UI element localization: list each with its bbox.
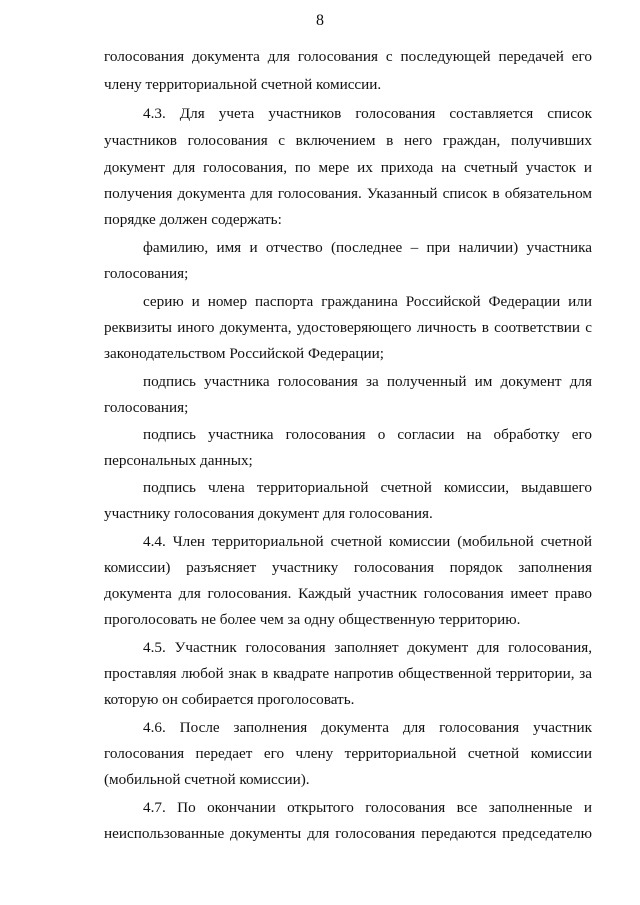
text-line: законодательством Российской Федерации;	[104, 345, 384, 362]
text-line: (мобильной счетной комиссии).	[104, 771, 310, 788]
text-line: 4.5. Участник голосования заполняет документ для голосования,	[143, 639, 592, 656]
text-line: подпись члена территориальной счетной комиссии, выдавшего	[143, 479, 592, 496]
text-line: голосования документа для голосования с последующей передачей его	[104, 48, 592, 65]
text-line: подпись участника голосования за полученный им документ для	[143, 373, 592, 390]
text-line: документ для голосования, по мере их прихода на счетный участок и	[104, 159, 592, 176]
text-line: которую он собирается проголосовать.	[104, 691, 355, 708]
text-line: участнику голосования документ для голосования.	[104, 505, 433, 522]
text-line: голосования передает его члену территориальной счетной комиссии	[104, 745, 592, 762]
text-line: неиспользованные документы для голосования передаются председателю	[104, 825, 592, 842]
text-line: подпись участника голосования о согласии на обработку его	[143, 426, 592, 443]
text-line: персональных данных;	[104, 452, 253, 469]
text-line: комиссии) разъясняет участнику голосования порядок заполнения	[104, 559, 592, 576]
text-line: проставляя любой знак в квадрате напротив общественной территории, за	[104, 665, 592, 682]
text-line: 4.3. Для учета участников голосования составляется список	[143, 105, 592, 122]
text-line: 4.6. После заполнения документа для голосования участник	[143, 719, 592, 736]
text-line: члену территориальной счетной комиссии.	[104, 76, 382, 93]
text-line: серию и номер паспорта гражданина Российской Федерации или	[143, 293, 592, 310]
text-line: голосования;	[104, 399, 189, 416]
text-line: голосования;	[104, 265, 189, 282]
page-number: 8	[316, 12, 324, 29]
text-line: проголосовать не более чем за одну общественную территорию.	[104, 611, 521, 628]
text-line: документа для голосования. Каждый участник голосования имеет право	[104, 585, 592, 602]
text-line: порядке должен содержать:	[104, 211, 282, 228]
text-line: реквизиты иного документа, удостоверяющего личность в соответствии с	[104, 319, 592, 336]
text-line: участников голосования с включением в него граждан, получивших	[104, 132, 592, 149]
text-line: 4.4. Член территориальной счетной комиссии (мобильной счетной	[143, 533, 592, 550]
text-line: фамилию, имя и отчество (последнее – при наличии) участника	[143, 239, 592, 256]
text-line: получения документа для голосования. Указанный список в обязательном	[104, 185, 592, 202]
text-line: 4.7. По окончании открытого голосования все заполненные и	[143, 799, 592, 816]
